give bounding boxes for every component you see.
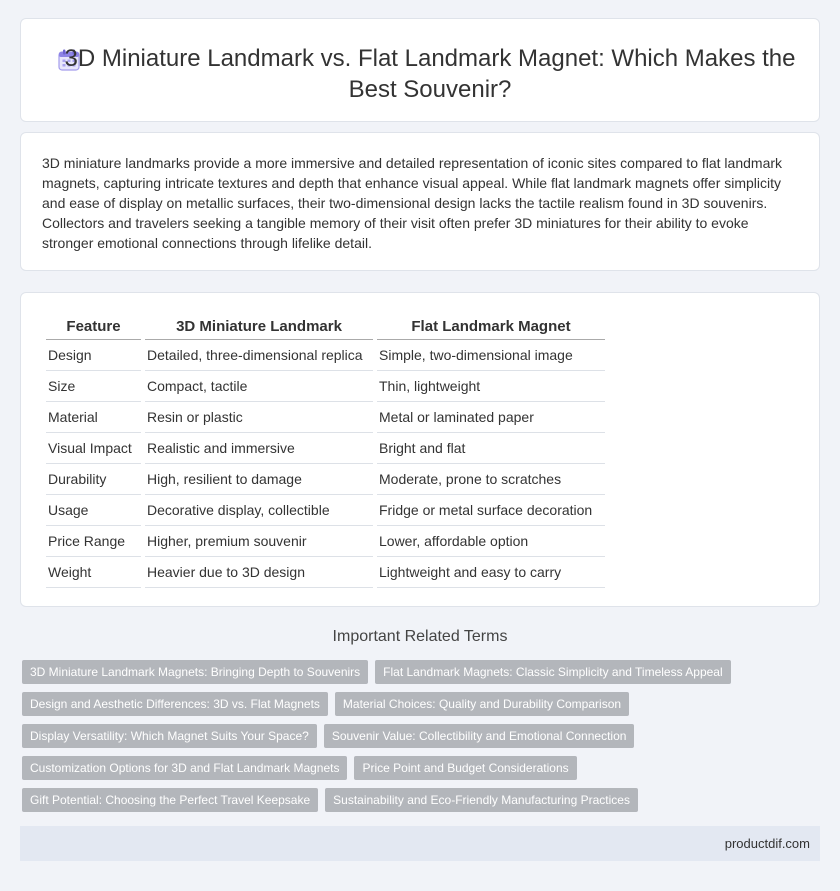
table-cell: Visual Impact — [46, 433, 141, 464]
summary-card — [20, 132, 820, 271]
tag-row — [22, 660, 782, 684]
table-header-row — [46, 314, 605, 340]
table-cell: Size — [46, 371, 141, 402]
table-cell: Realistic and immersive — [145, 433, 373, 464]
table-cell: Material — [46, 402, 141, 433]
table-cell: Higher, premium souvenir — [145, 526, 373, 557]
table-row — [46, 495, 605, 526]
related-term-tag[interactable]: Gift Potential: Choosing the Perfect Travel Keepsake — [22, 788, 318, 812]
related-term-tag[interactable]: Customization Options for 3D and Flat Landmark Magnets — [22, 756, 347, 780]
tag-row — [22, 692, 782, 716]
table-cell: Price Range — [46, 526, 141, 557]
summary-paragraph: 3D miniature landmarks provide a more immersive and detailed representation of iconic sites compared to flat landmark magnets, capturing intricate textures and depth that enhance visual appeal. While flat landmark magnets offer simplicity and ease of display on metallic surfaces, their two-dimensional design lacks the tactile realism found in 3D souvenirs. Collectors and travelers seeking a tangible memory of their visit often prefer 3D miniatures for their ability to evoke stronger emotional connections through lifelike detail. — [42, 155, 783, 251]
tag-row — [22, 788, 782, 812]
table-cell: Durability — [46, 464, 141, 495]
related-term-tag[interactable]: Material Choices: Quality and Durability Comparison — [335, 692, 629, 716]
related-terms-tags — [22, 660, 782, 820]
table-cell: High, resilient to damage — [145, 464, 373, 495]
table-row — [46, 464, 605, 495]
related-term-tag[interactable]: Souvenir Value: Collectibility and Emotional Connection — [324, 724, 635, 748]
related-term-tag[interactable]: Design and Aesthetic Differences: 3D vs. Flat Magnets — [22, 692, 328, 716]
table-cell: Heavier due to 3D design — [145, 557, 373, 588]
table-row — [46, 557, 605, 588]
related-term-tag[interactable]: Display Versatility: Which Magnet Suits Your Space? — [22, 724, 317, 748]
table-cell: Fridge or metal surface decoration — [377, 495, 605, 526]
table-row — [46, 526, 605, 557]
footer-site-link[interactable]: productdif.com — [724, 836, 810, 851]
table-row — [46, 402, 605, 433]
page-title: 3D Miniature Landmark vs. Flat Landmark Magnet: Which Makes the Best Souvenir? — [64, 45, 796, 103]
related-term-tag[interactable]: Price Point and Budget Considerations — [354, 756, 576, 780]
table-cell: Usage — [46, 495, 141, 526]
table-cell: Lightweight and easy to carry — [377, 557, 605, 588]
tag-row — [22, 756, 782, 780]
related-terms-title: Important Related Terms — [332, 628, 508, 645]
related-term-tag[interactable]: Sustainability and Eco-Friendly Manufacturing Practices — [325, 788, 638, 812]
table-cell: Detailed, three-dimensional replica — [145, 340, 373, 371]
table-row — [46, 340, 605, 371]
table-cell: Weight — [46, 557, 141, 588]
comparison-table — [42, 314, 609, 588]
header-card — [20, 18, 820, 122]
table-row — [46, 371, 605, 402]
table-cell: Moderate, prone to scratches — [377, 464, 605, 495]
table-row — [46, 433, 605, 464]
header-feature: Feature — [46, 314, 141, 340]
header-3d-miniature: 3D Miniature Landmark — [145, 314, 373, 340]
table-cell: Compact, tactile — [145, 371, 373, 402]
table-cell: Design — [46, 340, 141, 371]
table-cell: Metal or laminated paper — [377, 402, 605, 433]
table-cell: Thin, lightweight — [377, 371, 605, 402]
table-cell: Simple, two-dimensional image — [377, 340, 605, 371]
footer — [20, 826, 820, 861]
header-flat-magnet: Flat Landmark Magnet — [377, 314, 605, 340]
related-term-tag[interactable]: 3D Miniature Landmark Magnets: Bringing Depth to Souvenirs — [22, 660, 368, 684]
table-cell: Lower, affordable option — [377, 526, 605, 557]
tag-row — [22, 724, 782, 748]
related-term-tag[interactable]: Flat Landmark Magnets: Classic Simplicity and Timeless Appeal — [375, 660, 730, 684]
table-cell: Decorative display, collectible — [145, 495, 373, 526]
table-cell: Bright and flat — [377, 433, 605, 464]
comparison-table-card — [20, 292, 820, 607]
table-cell: Resin or plastic — [145, 402, 373, 433]
